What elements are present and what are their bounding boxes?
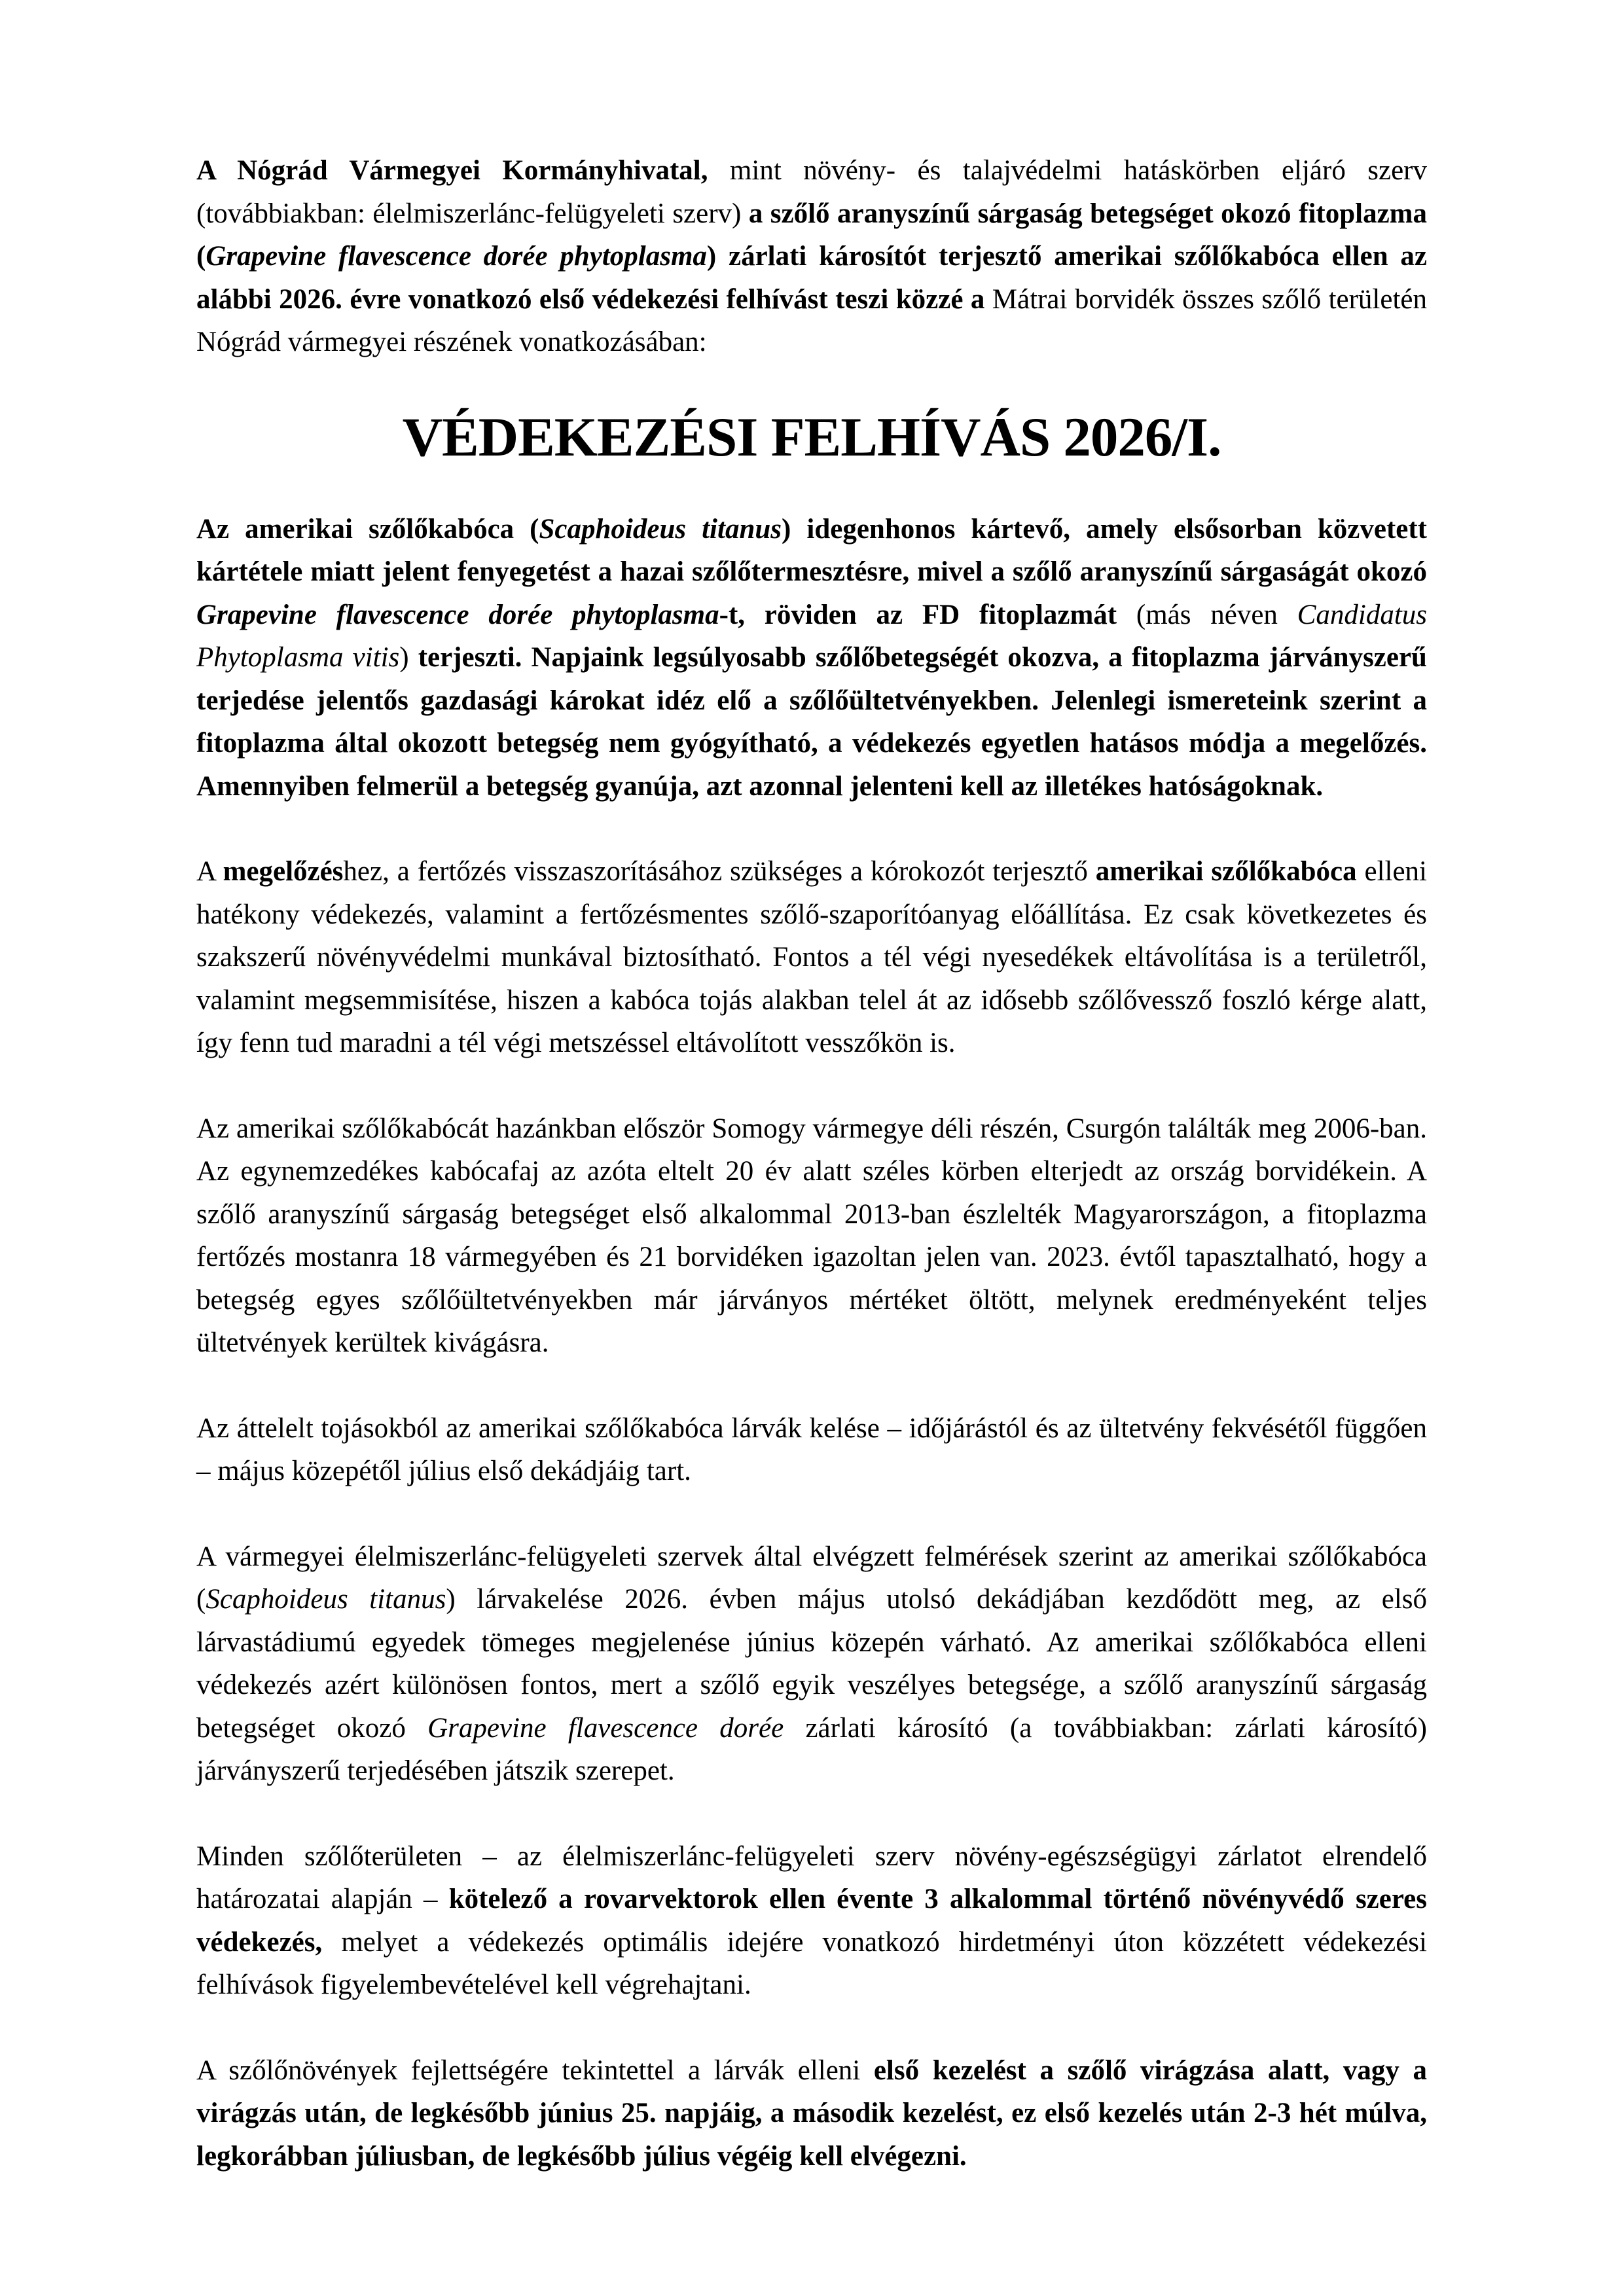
intro-run-3: a szőlő aranyszínű sárgaság betegséget okozó fitoplazma ( [196, 198, 1427, 272]
hist-run-1: Az amerikai szőlőkabócát hazánkban először Somogy vármegye déli részén, Csurgón találták meg 2006-ban. Az egynemzedékes kabócafaj az azóta eltelt 20 év alatt széles körben elterjedt az ország borvidékein. A szőlő aranyszínű sárgaság betegséget első alkalommal 2013-ban észlelték Magyarországon, a fitoplazma fertőzés mostanra 18 vármegyében és 21 borvidéken igazoltan jelen van. 2023. évtől tapasztalható, hogy a betegség egyes szőlőültetvényekben már járványos mértéket öltött, melynek eredményeként teljes ültetvények kerültek kivágásra. [196, 1113, 1427, 1358]
oblig-run-1: Minden szőlőterületen – az élelmiszerlánc-felügyeleti szerv növény-egészségügyi zárlatot elrendelő határozatai alapján – [196, 1840, 1427, 1914]
hatch-run-1: Az áttelelt tojásokból az amerikai szőlőkabóca lárvák kelése – időjárástól és az ültetvény fekvésétől függően – május közepétől július első dekádjáig tart. [196, 1412, 1427, 1486]
desc-run-3: ) idegenhonos kártevő, amely elsősorban közvetett kártétele miatt jelent fenyegetést a hazai szőlőtermesztésre, mivel a szőlő aranyszínű sárgaságát okozó [196, 513, 1428, 587]
survey-run-1: A vármegyei élelmiszerlánc-felügyeleti szervek által elvégzett felmérések szerint az amerikai szőlőkabóca ( [196, 1541, 1427, 1615]
pest-description-paragraph [196, 508, 1427, 808]
survey-run-2: Scaphoideus titanus [206, 1584, 446, 1615]
document-title: VÉDEKEZÉSI FELHÍVÁS 2026/I. [402, 406, 1221, 468]
survey-run-4: Grapevine flavescence dorée [427, 1712, 784, 1744]
desc-run-5: -t, röviden az FD fitoplazmát [719, 599, 1117, 630]
intro-run-6: Mátrai borvidék összes szőlő területén Nógrád vármegyei részének vonatkozásában: [196, 283, 1427, 357]
intro-run-5: ) zárlati károsítót terjesztő amerikai szőlőkabóca ellen az alábbi 2026. évre vonatkozó első védekezési felhívást teszi közzé a [196, 241, 1428, 315]
history-paragraph [196, 1107, 1427, 1365]
oblig-run-2: kötelező a rovarvektorok ellen évente 3 alkalommal történő növényvédő szeres védekezés, [196, 1884, 1427, 1958]
prev-run-2: megelőzés [223, 856, 344, 887]
desc-run-7: Candidatus Phytoplasma vitis [196, 599, 1428, 673]
survey-paragraph [196, 1535, 1427, 1793]
prev-run-4: amerikai szőlőkabóca [1095, 856, 1357, 887]
desc-run-1: Az amerikai szőlőkabóca ( [196, 513, 539, 545]
survey-run-5: zárlati károsító (a továbbiakban: zárlati károsító) járványszerű terjedésében játszik szerepet. [196, 1712, 1427, 1786]
obligation-paragraph [196, 1835, 1427, 2007]
sched-run-1: A szőlőnövények fejlettségére tekintettel a lárvák elleni [196, 2054, 874, 2086]
intro-run-2: mint növény- és talajvédelmi hatáskörben eljáró szerv (továbbiakban: élelmiszerlánc-felügyeleti szerv) [196, 155, 1427, 229]
sched-run-2: első kezelést a szőlő virágzása alatt, vagy a virágzás után, de legkésőbb június 25. napjáig, a második kezelést, ez első kezelés után 2-3 hét múlva, legkorábban júliusban, de legkésőbb július végéig kell elvégezni. [196, 2054, 1427, 2172]
desc-run-9: terjeszti. Napjaink legsúlyosabb szőlőbetegségét okozva, a fitoplazma járványszerű terjedése jelentős gazdasági károkat idéz elő a szőlőültetvényekben. Jelenlegi ismereteink szerint a fitoplazma által okozott betegség nem gyógyítható, a védekezés egyetlen hatásos módja a megelőzés. Amennyiben felmerül a betegség gyanúja, azt azonnal jelenteni kell az illetékes hatóságoknak. [196, 642, 1427, 802]
intro-run-4: Grapevine flavescence dorée phytoplasma [206, 241, 707, 272]
survey-run-3: ) lárvakelése 2026. évben május utolsó dekádjában kezdődött meg, az első lárvastádiumú egyedek tömeges megjelenése június közepén várható. Az amerikai szőlőkabóca elleni védekezés azért különösen fontos, mert a szőlő egyik veszélyes betegsége, a szőlő aranyszínű sárgaság betegséget okozó [196, 1584, 1427, 1744]
prevention-paragraph [196, 850, 1427, 1065]
intro-paragraph [196, 149, 1427, 364]
hatching-paragraph [196, 1407, 1427, 1493]
desc-run-8: ) [399, 642, 418, 673]
treatment-schedule-paragraph [196, 2049, 1427, 2178]
prev-run-1: A [196, 856, 223, 887]
document-page [196, 149, 1427, 2178]
prev-run-3: hez, a fertőzés visszaszorításához szükséges a kórokozót terjesztő [343, 856, 1096, 887]
prev-run-5: elleni hatékony védekezés, valamint a fertőzésmentes szőlő-szaporítóanyag előállítása. Ez csak következetes és szakszerű növényvédelmi munkával biztosítható. Fontos a tél végi nyesedékek eltávolítása is a területről, valamint megsemmisítése, hiszen a kabóca tojás alakban telel át az idősebb szőlővessző foszló kérge alatt, így fenn tud maradni a tél végi metszéssel eltávolított vesszőkön is. [196, 856, 1428, 1058]
desc-run-4: Grapevine flavescence dorée phytoplasma [196, 599, 719, 630]
intro-run-1: A Nógrád Vármegyei Kormányhivatal, [196, 155, 708, 186]
desc-run-2: Scaphoideus titanus [539, 513, 782, 545]
desc-run-6: (más néven [1117, 599, 1297, 630]
oblig-run-3: melyet a védekezés optimális idejére vonatkozó hirdetményi úton közzétett védekezési felhívások figyelembevételével kell végrehajtani. [196, 1926, 1427, 2000]
